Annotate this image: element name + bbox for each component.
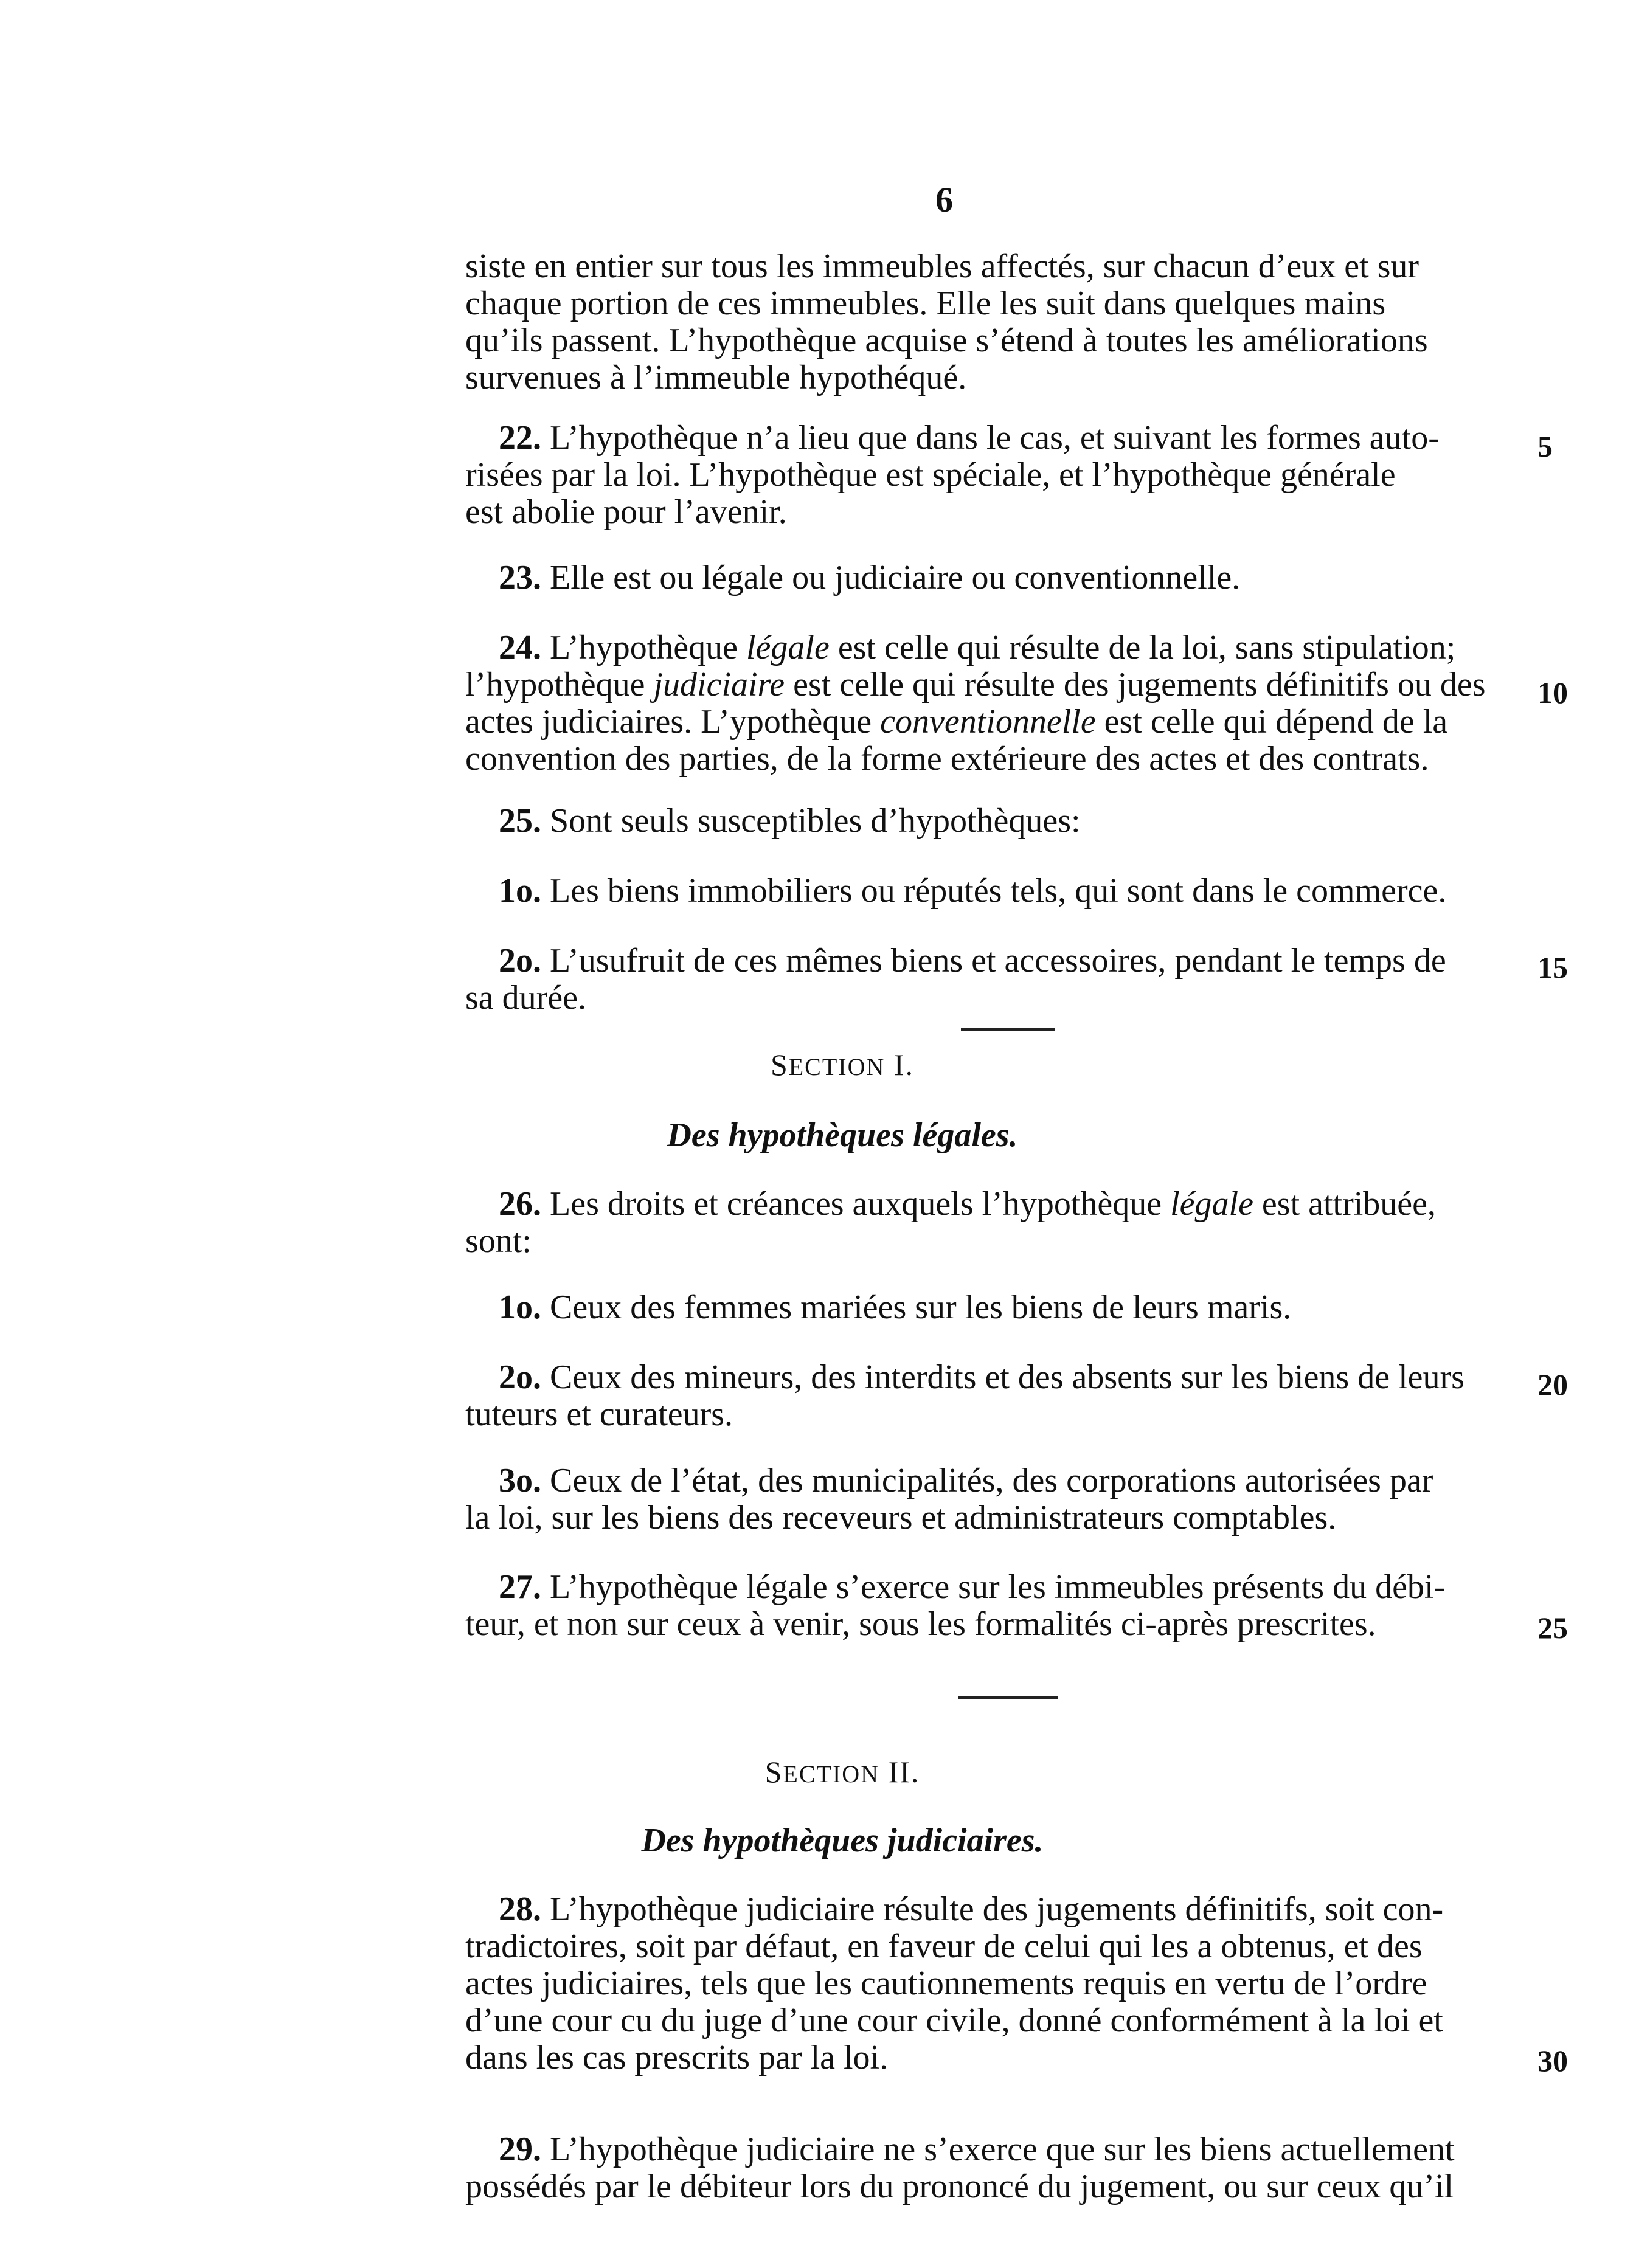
article-23 bbox=[465, 559, 1499, 596]
item-text: Ceux de l’état, des municipalités, des corporations autorisées par bbox=[550, 1462, 1433, 1499]
section-divider bbox=[961, 1028, 1055, 1031]
text-line bbox=[465, 1289, 1499, 1326]
text-run: l’hypothèque bbox=[465, 666, 654, 704]
article-27 bbox=[465, 1569, 1499, 1643]
text-line bbox=[465, 559, 1499, 596]
section-title: Des hypothèques judiciaires. bbox=[641, 1822, 1044, 1859]
text-run: est celle qui résulte de la loi, sans stipulation; bbox=[829, 629, 1456, 666]
section-heading bbox=[0, 1754, 1636, 1789]
text-line: chaque portion de ces immeubles. Elle les suit dans quelques mains bbox=[465, 285, 1386, 322]
section-label: ECTION bbox=[783, 1760, 880, 1788]
section-label: ECTION bbox=[788, 1053, 886, 1080]
text-line: siste en entier sur tous les immeubles affectés, sur chacun d’eux et sur bbox=[465, 247, 1419, 285]
text-line bbox=[465, 1186, 1499, 1223]
text-run: Les droits et créances auxquels l’hypothèque bbox=[550, 1185, 1171, 1223]
article-text: L’hypothèque judiciaire résulte des jugements définitifs, soit con- bbox=[550, 1890, 1444, 1928]
article-text: L’hypothèque légale s’exerce sur les immeubles présents du débi- bbox=[550, 1568, 1446, 1606]
article-26-item-2 bbox=[465, 1359, 1499, 1433]
text-line: est abolie pour l’avenir. bbox=[465, 493, 787, 531]
line-number: 10 bbox=[1537, 676, 1568, 710]
emphasis-text: légale bbox=[1170, 1185, 1253, 1223]
text-line bbox=[465, 873, 1499, 910]
section-number: II. bbox=[879, 1755, 920, 1789]
article-number: 23. bbox=[499, 559, 541, 596]
text-line: d’une cour cu du juge d’une cour civile, donné conformément à la loi et bbox=[465, 2002, 1443, 2039]
text-line: actes judiciaires, tels que les cautionnements requis en vertu de l’ordre bbox=[465, 1965, 1427, 2002]
text-line bbox=[465, 704, 1499, 741]
text-run: actes judiciaires. L’ypothèque bbox=[465, 703, 881, 741]
text-line: tuteurs et curateurs. bbox=[465, 1395, 733, 1433]
text-line bbox=[465, 629, 1499, 666]
line-number: 20 bbox=[1537, 1367, 1568, 1402]
article-25-item-2 bbox=[465, 942, 1499, 1017]
section-label: S bbox=[770, 1048, 789, 1082]
article-text: Sont seuls susceptibles d’hypothèques: bbox=[550, 802, 1081, 840]
line-number: 25 bbox=[1537, 1611, 1568, 1645]
text-run: est celle qui résulte des jugements définitifs ou des bbox=[785, 666, 1486, 704]
article-text: L’hypothèque judiciaire ne s’exerce que sur les biens actuellement bbox=[550, 2131, 1455, 2168]
article-number: 24. bbox=[499, 629, 541, 666]
item-text: Ceux des mineurs, des interdits et des absents sur les biens de leurs bbox=[550, 1358, 1464, 1396]
section-number: I. bbox=[885, 1048, 915, 1082]
item-number: 1o. bbox=[499, 1288, 541, 1326]
text-line bbox=[465, 1569, 1499, 1606]
article-number: 29. bbox=[499, 2131, 541, 2168]
section-divider bbox=[958, 1696, 1058, 1699]
text-line: teur, et non sur ceux à venir, sous les formalités ci-après prescrites. bbox=[465, 1605, 1376, 1643]
section-title: Des hypothèques légales. bbox=[667, 1116, 1018, 1154]
section-heading bbox=[0, 1047, 1636, 1082]
line-number: 30 bbox=[1537, 2044, 1568, 2078]
line-number: 15 bbox=[1537, 950, 1568, 984]
article-text: L’hypothèque n’a lieu que dans le cas, et suivant les formes auto- bbox=[550, 419, 1440, 457]
item-text: Ceux des femmes mariées sur les biens de leurs maris. bbox=[550, 1288, 1292, 1326]
article-number: 28. bbox=[499, 1890, 541, 1928]
line-number: 5 bbox=[1537, 429, 1553, 463]
text-line: dans les cas prescrits par la loi. bbox=[465, 2039, 889, 2076]
article-28 bbox=[465, 1891, 1499, 2076]
item-number: 2o. bbox=[499, 1358, 541, 1396]
article-number: 27. bbox=[499, 1568, 541, 1606]
section-label: S bbox=[764, 1755, 783, 1789]
article-number: 26. bbox=[499, 1185, 541, 1223]
article-29 bbox=[465, 2131, 1499, 2205]
text-line: la loi, sur les biens des receveurs et administrateurs comptables. bbox=[465, 1499, 1337, 1537]
emphasis-text: conventionnelle bbox=[880, 703, 1096, 741]
text-line: possédés par le débiteur lors du prononcé du jugement, ou sur ceux qu’il bbox=[465, 2168, 1454, 2205]
text-run: L’hypothèque bbox=[550, 629, 746, 666]
article-26 bbox=[465, 1186, 1499, 1260]
item-text: L’usufruit de ces mêmes biens et accessoires, pendant le temps de bbox=[550, 942, 1446, 980]
text-line: survenues à l’immeuble hypothéqué. bbox=[465, 359, 967, 396]
item-number: 2o. bbox=[499, 942, 541, 980]
text-run: est celle qui dépend de la bbox=[1095, 703, 1448, 741]
article-number: 25. bbox=[499, 802, 541, 840]
emphasis-text: judiciaire bbox=[653, 666, 785, 704]
text-line: convention des parties, de la forme extérieure des actes et des contrats. bbox=[465, 740, 1429, 778]
text-line: qu’ils passent. L’hypothèque acquise s’étend à toutes les améliorations bbox=[465, 322, 1428, 359]
article-25 bbox=[465, 803, 1499, 840]
text-run: est attribuée, bbox=[1253, 1185, 1437, 1223]
text-line bbox=[465, 1891, 1499, 1928]
item-number: 1o. bbox=[499, 872, 541, 910]
article-number: 22. bbox=[499, 419, 541, 457]
emphasis-text: légale bbox=[746, 629, 830, 666]
item-text: Les biens immobiliers ou réputés tels, qui sont dans le commerce. bbox=[550, 872, 1447, 910]
article-text: Elle est ou légale ou judiciaire ou conventionnelle. bbox=[550, 559, 1241, 596]
text-line bbox=[465, 666, 1499, 704]
text-line: risées par la loi. L’hypothèque est spéciale, et l’hypothèque générale bbox=[465, 456, 1396, 494]
text-line: sa durée. bbox=[465, 979, 587, 1017]
text-line bbox=[465, 1359, 1499, 1396]
article-24 bbox=[465, 629, 1499, 778]
paragraph-continuation bbox=[465, 248, 1499, 396]
page-number: 6 bbox=[935, 180, 953, 220]
article-26-item-3 bbox=[465, 1462, 1499, 1537]
article-26-item-1 bbox=[465, 1289, 1499, 1326]
text-line: tradictoires, soit par défaut, en faveur de celui qui les a obtenus, et des bbox=[465, 1927, 1423, 1965]
text-line: sont: bbox=[465, 1222, 532, 1260]
text-line bbox=[465, 942, 1499, 980]
text-line bbox=[465, 2131, 1499, 2168]
text-line bbox=[465, 1462, 1499, 1499]
article-25-item-1 bbox=[465, 873, 1499, 910]
article-22 bbox=[465, 420, 1499, 531]
item-number: 3o. bbox=[499, 1462, 541, 1499]
text-line bbox=[465, 803, 1499, 840]
text-line bbox=[465, 420, 1499, 457]
